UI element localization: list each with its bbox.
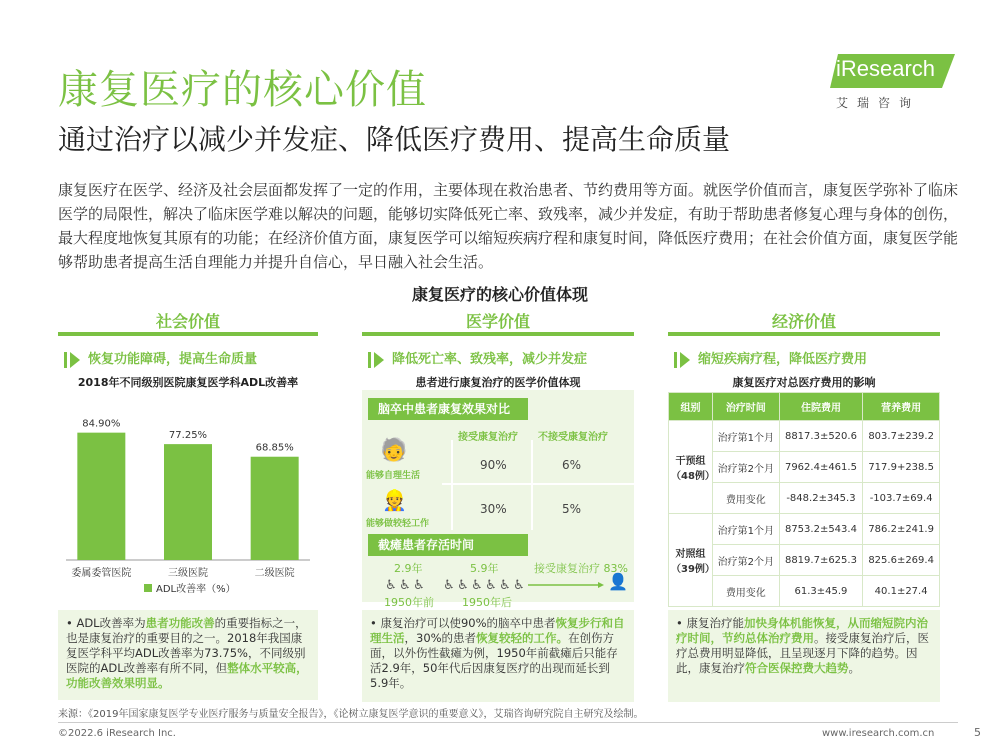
legend-label: ADL改善率（%）: [156, 584, 236, 595]
table-cell: 费用变化: [713, 483, 780, 514]
arrow-icon: [528, 582, 604, 588]
page-title: 康复医疗的核心价值: [58, 67, 427, 113]
table-cell: 治疗第2个月: [713, 545, 780, 576]
row2-label: 能够做较轻工作: [366, 519, 430, 529]
website-link[interactable]: www.iresearch.com.cn: [822, 728, 935, 739]
cost-table: [668, 392, 940, 607]
wheelchair-icon: ♿: [485, 578, 497, 593]
table-cell: 40.1±27.4: [863, 576, 940, 607]
table-cell: 803.7±239.2: [863, 421, 940, 452]
table-cell: 786.2±241.9: [863, 514, 940, 545]
person-icon: 👤: [608, 572, 628, 591]
row1-label: 能够自理生活: [366, 471, 421, 481]
intro-paragraph: 康复医疗在医学、经济及社会层面都发挥了一定的作用，主要体现在救治患者、节约费用等方面。就医学价值而言，康复医学弥补了临床医学的局限性，解决了临床医学难以解决的问题，能够切实降低死亡率、致残率，减少并发症，有助于帮助患者修复心理与身体的创伤，最大程度地恢复其原有的功能；在经济价值方面，康复医学可以缩短疾病疗程和康复时间，降低医疗费用；在社会价值方面，康复医学能够帮助患者提高生活自理能力并提升自信心，早日融入社会生活。: [58, 181, 959, 271]
medical-note: • 康复治疗可以使90%的脑卒中患者恢复步行和自理生活，30%的患者恢复较轻的工作。在创伤方面，以外伤性截瘫为例，1950年前截瘫后只能存活2.9年，50年代后因康复医疗的出现而延长到5.9年。: [362, 610, 634, 702]
survival-before: 2.9年: [394, 562, 423, 575]
table-cell: 61.3±45.9: [779, 576, 863, 607]
table-cell: -848.2±345.3: [779, 483, 863, 514]
section-title: 康复医疗的核心价值体现: [411, 285, 588, 304]
medical-value-column: [362, 310, 634, 690]
copyright: ©2022.6 iResearch Inc.: [58, 728, 176, 739]
stroke-effect-title: 脑卒中患者康复效果对比: [368, 398, 528, 420]
adl-bar-chart: [58, 390, 318, 600]
economic-caption: 康复医疗对总医疗费用的影响: [732, 376, 876, 389]
bar-value-label: 77.25%: [168, 430, 208, 442]
wheelchair-icon: ♿: [513, 578, 525, 593]
bar-2: [251, 457, 299, 560]
wheelchair-icon: ♿: [471, 578, 483, 593]
wheelchair-icon: ♿: [413, 578, 425, 593]
source-note: 来源：《2019年国家康复医学专业医疗服务与质量安全报告》，《论树立康复医学意识的重要意义》，艾瑞咨询研究院自主研究及绘制。: [58, 709, 644, 720]
survival-after: 5.9年: [470, 562, 499, 575]
table-grid-lines: [362, 440, 634, 530]
elderly-walker-icon: 🧓: [380, 438, 408, 463]
worker-icon: 👷: [382, 488, 407, 512]
col-header-untreated: 不接受康复治疗: [538, 432, 608, 443]
table-header: 营养费用: [863, 393, 940, 421]
tag-arrow-icon: [70, 352, 80, 368]
logo-text: iResearch: [836, 56, 936, 81]
bar-value-label: 68.85%: [255, 442, 294, 454]
social-tag: 恢复功能障碍，提高生命质量: [64, 348, 257, 368]
row1-treated-value: 90%: [480, 458, 507, 472]
economic-head: 经济价值: [668, 310, 940, 336]
category-label: 二级医院: [254, 568, 295, 579]
wheelchair-icon: ♿: [443, 578, 455, 593]
wheelchair-icon: ♿: [399, 578, 411, 593]
page-subtitle: 通过治疗以减少并发症、降低医疗费用、提高生命质量: [58, 123, 731, 156]
bar-value-label: 84.90%: [82, 418, 121, 430]
table-cell: 7962.4±461.5: [779, 452, 863, 483]
economic-tag: 缩短疾病疗程，降低医疗费用: [674, 348, 867, 368]
group-name: 对照组（39例）: [669, 514, 713, 607]
wheelchair-icons-before: [384, 574, 426, 593]
wheelchair-icon: ♿: [499, 578, 511, 593]
category-label: 三级医院: [168, 568, 208, 579]
medical-caption: 患者进行康复治疗的医学价值体现: [415, 376, 581, 389]
table-cell: 8817.3±520.6: [779, 421, 863, 452]
table-cell: 717.9+238.5: [863, 452, 940, 483]
logo-subtext: 艾瑞咨询: [836, 96, 921, 110]
wheelchair-icons-after: [442, 574, 526, 593]
table-header: 治疗时间: [713, 393, 780, 421]
tag-arrow-icon: [374, 352, 384, 368]
social-head: 社会价值: [58, 310, 318, 336]
table-row: [669, 514, 940, 545]
era-before-label: 1950年前: [384, 596, 434, 609]
table-cell: 8753.2±543.4: [779, 514, 863, 545]
row2-untreated-value: 5%: [562, 502, 582, 516]
wheelchair-icon: ♿: [457, 578, 469, 593]
social-note: • ADL改善率为患者功能改善的重要指标之一，也是康复治疗的重要目的之一。2018年我国康复医学科平均ADL改善率为73.75%，不同级别医院的ADL改善率有所不同，但整体水平较高，功能改善效果明显。: [58, 610, 318, 700]
table-cell: 8819.7±625.3: [779, 545, 863, 576]
tag-bar-icon: [64, 352, 67, 368]
table-header: 组别: [669, 393, 713, 421]
footer-divider: [58, 722, 958, 723]
bar-0: [77, 433, 125, 560]
medical-infographic: [362, 390, 634, 602]
bar-1: [164, 444, 212, 560]
table-cell: 治疗第1个月: [713, 421, 780, 452]
table-header: 住院费用: [779, 393, 863, 421]
era-after-label: 1950年后: [462, 596, 512, 609]
bullet-icon: •: [676, 616, 687, 630]
survival-rehab: 接受康复治疗 83%: [534, 562, 628, 575]
col-header-treated: 接受康复治疗: [458, 432, 518, 443]
iresearch-logo: [830, 50, 955, 110]
table-cell: 治疗第1个月: [713, 514, 780, 545]
tag-bar-icon: [674, 352, 677, 368]
row1-untreated-value: 6%: [562, 458, 582, 472]
row2-treated-value: 30%: [480, 502, 507, 516]
medical-head: 医学价值: [362, 310, 634, 336]
social-value-column: [58, 310, 318, 690]
table-cell: -103.7±69.4: [863, 483, 940, 514]
table-cell: 825.6±269.4: [863, 545, 940, 576]
bullet-icon: •: [370, 616, 381, 630]
paraplegia-survival-title: 截瘫患者存活时间: [368, 534, 528, 556]
page-number: 5: [974, 726, 981, 739]
wheelchair-icon: ♿: [385, 578, 397, 593]
table-cell: 治疗第2个月: [713, 452, 780, 483]
bullet-icon: •: [66, 616, 77, 630]
adl-chart-caption: 2018年不同级别医院康复医学科ADL改善率: [77, 376, 299, 389]
table-cell: 费用变化: [713, 576, 780, 607]
legend-swatch: [144, 584, 152, 592]
economic-value-column: [668, 310, 940, 675]
table-row: [669, 421, 940, 452]
tag-arrow-icon: [680, 352, 690, 368]
medical-tag: 降低死亡率、致残率，减少并发症: [368, 348, 587, 368]
group-name: 干预组（48例）: [669, 421, 713, 514]
tag-bar-icon: [368, 352, 371, 368]
economic-note: • 康复治疗能加快身体机能恢复，从而缩短院内治疗时间，节约总体治疗费用。接受康复治疗后，医疗总费用明显降低，且呈现逐月下降的趋势。因此，康复治疗符合医保控费大趋势。: [668, 610, 940, 702]
category-label: 委属委管医院: [71, 568, 132, 579]
